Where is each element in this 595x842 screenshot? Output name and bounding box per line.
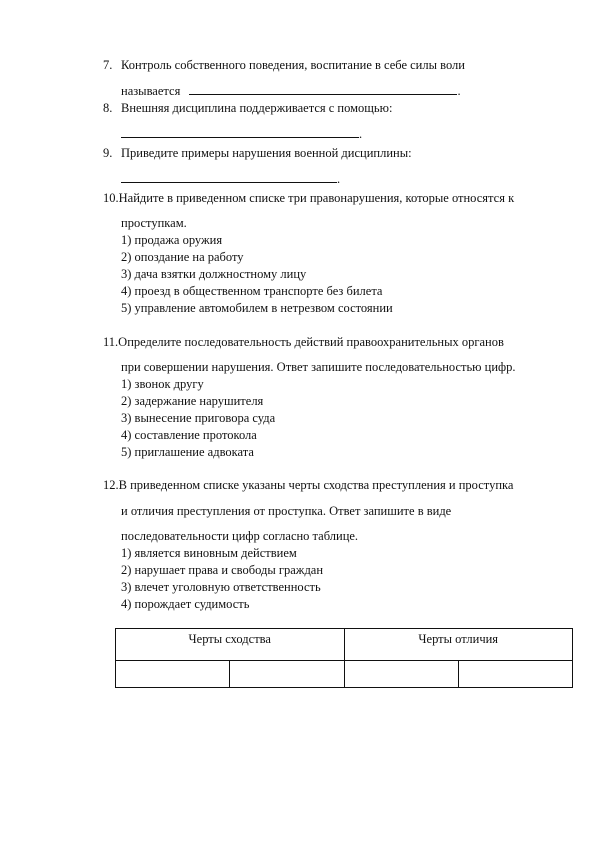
- question-10-option-3: 3) дача взятки должностному лицу: [121, 267, 307, 281]
- question-7-number: 7.: [103, 58, 113, 72]
- similarities-header: Черты сходства: [116, 629, 345, 661]
- question-10-option-4: 4) проезд в общественном транспорте без билета: [121, 284, 383, 298]
- question-8-text: Внешняя дисциплина поддерживается с помощью:: [121, 101, 393, 115]
- question-9-text: Приведите примеры нарушения военной дисциплины:: [121, 146, 412, 160]
- question-8-period: .: [359, 127, 363, 141]
- question-9-period: .: [337, 172, 341, 186]
- answer-table: [115, 628, 573, 688]
- similarity-cell-2[interactable]: [230, 661, 344, 688]
- question-9-answer-blank[interactable]: [121, 171, 337, 183]
- question-11-option-1: 1) звонок другу: [121, 377, 204, 391]
- question-11-text-continued: при совершении нарушения. Ответ запишите последовательностью цифр.: [121, 360, 516, 374]
- similarity-cell-1[interactable]: [116, 661, 230, 688]
- question-10-text-continued: проступкам.: [121, 216, 187, 230]
- question-11-option-2: 2) задержание нарушителя: [121, 394, 264, 408]
- question-9-answer-line: [121, 171, 340, 186]
- question-10-text: 10.Найдите в приведенном списке три правонарушения, которые относятся к: [103, 191, 515, 205]
- question-12-option-3: 3) влечет уголовную ответственность: [121, 580, 321, 594]
- answer-table-row: [116, 661, 573, 688]
- question-7-answer-blank[interactable]: [189, 83, 457, 95]
- question-8-answer-blank[interactable]: [121, 126, 359, 138]
- question-7-label: называется: [121, 84, 181, 98]
- question-8-answer-line: [121, 126, 362, 141]
- question-7-text-continued: [121, 83, 461, 98]
- question-7-period: .: [457, 84, 461, 98]
- question-10-option-2: 2) опоздание на работу: [121, 250, 244, 264]
- question-12-option-2: 2) нарушает права и свободы граждан: [121, 563, 324, 577]
- question-12-text-continued: и отличия преступления от проступка. Ответ запишите в виде: [121, 504, 452, 518]
- question-12-option-1: 1) является виновным действием: [121, 546, 297, 560]
- question-8-number: 8.: [103, 101, 113, 115]
- question-12-option-4: 4) порождает судимость: [121, 597, 250, 611]
- question-11-option-4: 4) составление протокола: [121, 428, 257, 442]
- question-11-text: 11.Определите последовательность действий правоохранительных органов: [103, 335, 504, 349]
- question-10-option-5: 5) управление автомобилем в нетрезвом состоянии: [121, 301, 393, 315]
- difference-cell-1[interactable]: [344, 661, 458, 688]
- question-7-text: Контроль собственного поведения, воспитание в себе силы воли: [121, 58, 465, 72]
- answer-table-header-row: [116, 629, 573, 661]
- question-12-text-continued-2: последовательности цифр согласно таблице.: [121, 529, 359, 543]
- question-11-option-3: 3) вынесение приговора суда: [121, 411, 276, 425]
- differences-header: Черты отличия: [344, 629, 573, 661]
- question-9-number: 9.: [103, 146, 113, 160]
- question-12-text: 12.В приведенном списке указаны черты сходства преступления и проступка: [103, 478, 514, 492]
- question-11-option-5: 5) приглашение адвоката: [121, 445, 254, 459]
- question-10-option-1: 1) продажа оружия: [121, 233, 223, 247]
- difference-cell-2[interactable]: [458, 661, 572, 688]
